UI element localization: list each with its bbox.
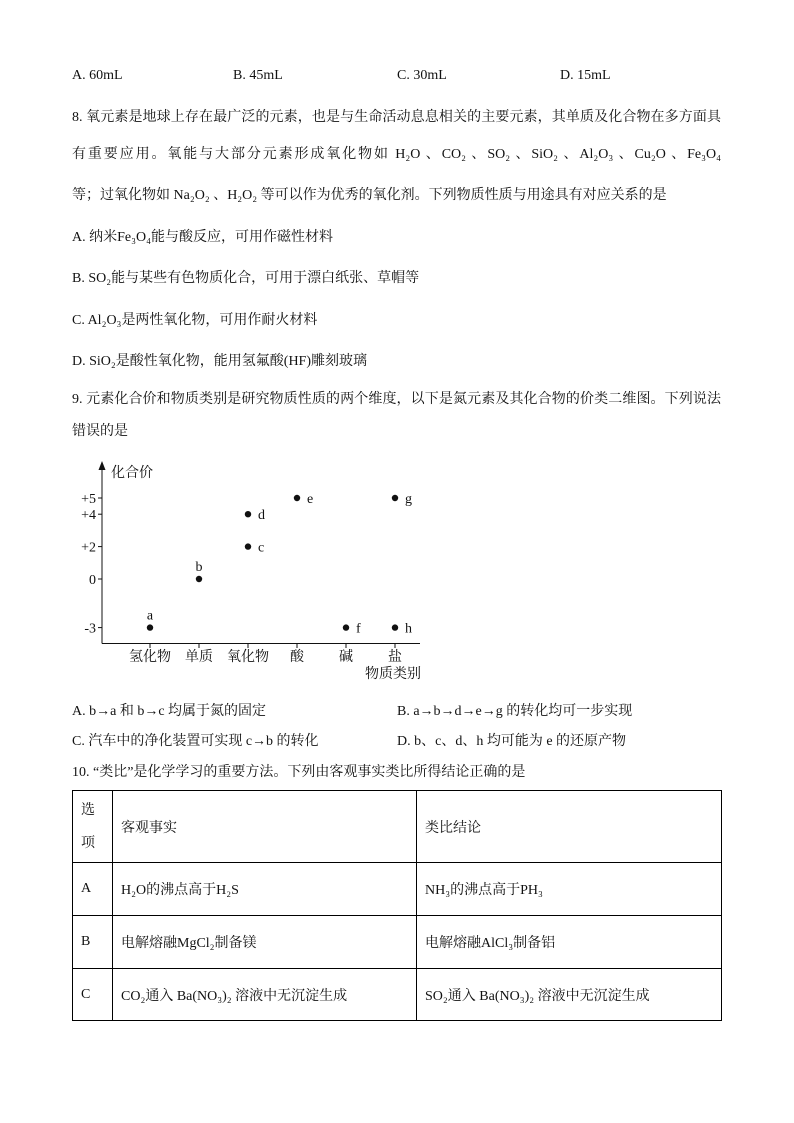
q9-option-c: C. 汽车中的净化装置可实现 c→b 的转化: [72, 734, 319, 749]
row-option: C: [73, 969, 113, 1021]
data-point-label-b: b: [195, 560, 203, 575]
q7-option-d: D. 15mL: [560, 68, 611, 83]
data-point-label-e: e: [307, 492, 314, 507]
q9-option-d: D. b、c、d、h 均可能为 e 的还原产物: [397, 734, 627, 749]
data-point-d: [245, 511, 251, 517]
x-category-label: 酸: [290, 650, 304, 665]
data-point-g: [392, 495, 398, 501]
x-category-label: 单质: [185, 650, 213, 665]
row-conclusion: 电解熔融AlCl₃制备铝: [417, 916, 722, 969]
y-tick-label: +4: [81, 508, 96, 524]
data-point-label-h: h: [405, 621, 412, 637]
x-axis-label: 物质类别: [365, 667, 421, 682]
x-category-label: 碱: [339, 650, 353, 665]
q9-option-a: A. b→a 和 b→c 均属于氮的固定: [72, 704, 267, 719]
data-point-e: [294, 495, 300, 501]
data-point-f: [343, 624, 349, 630]
data-point-label-g: g: [405, 492, 412, 507]
data-point-h: [392, 624, 398, 630]
q8-stem-line-1: 8. 氧元素是地球上存在最广泛的元素，也是与生命活动息息相关的主要元素，其单质及化合物在多方面具: [72, 110, 721, 125]
x-category-label: 氢化物: [129, 650, 171, 665]
q9-option-b: B. a→b→d→e→g 的转化均可一步实现: [397, 704, 633, 719]
chart-marks: [81, 492, 412, 665]
q7-option-b: B. 45mL: [233, 68, 283, 83]
row-fact: H₂O的沸点高于H₂S: [113, 863, 417, 916]
table-row: [73, 863, 722, 916]
table-header-row: [73, 791, 722, 863]
q8-option-c: C. Al₂O₃是两性氧化物，可用作耐火材料: [72, 313, 318, 328]
row-option: A: [73, 863, 113, 916]
y-tick-label: 0: [89, 573, 96, 588]
data-point-label-f: f: [356, 621, 361, 637]
data-point-c: [245, 543, 251, 549]
q8-option-a: A. 纳米Fe₃O₄能与酸反应，可用作磁性材料: [72, 230, 333, 245]
data-point-b: [196, 576, 202, 582]
data-point-a: [147, 624, 153, 630]
row-conclusion: SO₂通入 Ba(NO₃)₂ 溶液中无沉淀生成: [417, 969, 722, 1021]
y-axis-arrow: [99, 461, 106, 470]
q10-table: [72, 790, 722, 1021]
header-fact: 客观事实: [113, 791, 417, 863]
y-tick-label: +2: [81, 540, 96, 556]
y-axis-label: 化合价: [111, 466, 153, 481]
q9-stem-line-1: 9. 元素化合价和物质类别是研究物质性质的两个维度，以下是氮元素及其化合物的价类二维图。下列说法: [72, 392, 721, 407]
data-point-label-a: a: [146, 608, 154, 624]
row-fact: 电解熔融MgCl₂制备镁: [113, 916, 417, 969]
row-fact: CO₂通入 Ba(NO₃)₂ 溶液中无沉淀生成: [113, 969, 417, 1021]
table-row: [73, 969, 722, 1021]
row-conclusion: NH₃的沸点高于PH₃: [417, 863, 722, 916]
header-option-label: 选项: [81, 802, 95, 851]
header-conclusion: 类比结论: [417, 791, 722, 863]
table-row: [73, 916, 722, 969]
row-option: B: [73, 916, 113, 969]
data-point-label-c: c: [258, 540, 265, 556]
q10-stem: 10. “类比”是化学学习的重要方法。下列由客观事实类比所得结论正确的是: [72, 765, 526, 780]
y-tick-label: +5: [81, 492, 96, 507]
x-category-label: 氧化物: [227, 650, 269, 665]
q8-stem-line-2: 有重要应用。氧能与大部分元素形成氧化物如 H₂O 、CO₂ 、SO₂ 、SiO₂ 、Al₂O₃ 、Cu₂O 、Fe₃O₄: [72, 147, 721, 162]
q8-stem-line-3: 等；过氧化物如 Na₂O₂ 、H₂O₂ 等可以作为优秀的氧化剂。下列物质性质与用途具有对应关系的是: [72, 188, 667, 203]
q8-option-b: B. SO₂能与某些有色物质化合，可用于漂白纸张、草帽等: [72, 271, 420, 286]
valence-category-chart: [60, 455, 440, 690]
q7-option-a: A. 60mL: [72, 68, 123, 83]
x-category-label: 盐: [388, 650, 402, 665]
data-point-label-d: d: [258, 508, 265, 524]
q9-stem-line-2: 错误的是: [72, 424, 128, 439]
header-option: [73, 791, 113, 863]
q7-option-c: C. 30mL: [397, 68, 447, 83]
q8-option-d: D. SiO₂是酸性氧化物，能用氢氟酸(HF)雕刻玻璃: [72, 354, 367, 369]
y-tick-label: -3: [84, 621, 96, 637]
